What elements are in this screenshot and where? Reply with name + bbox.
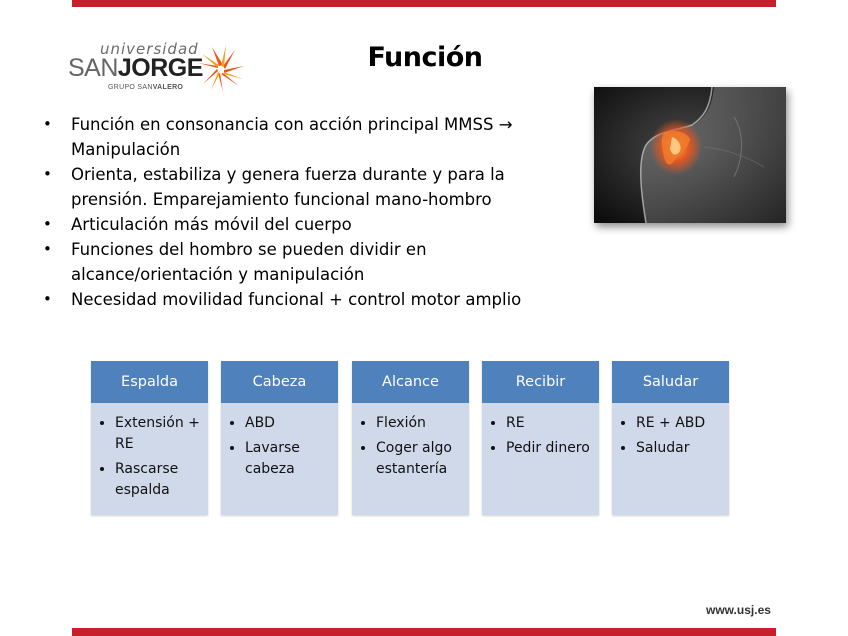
card-list (482, 403, 599, 459)
card-item: • Coger algo estantería (376, 438, 465, 480)
bullet-item: • Necesidad movilidad funcional + control motor amplio (40, 287, 560, 312)
card-item: • Lavarse cabeza (245, 438, 334, 480)
card-item: • RE (506, 413, 595, 434)
logo-starburst-icon (196, 44, 246, 94)
shoulder-anatomy-image (594, 87, 786, 223)
university-logo (66, 38, 256, 100)
bullet-item: • Orienta, estabiliza y genera fuerza durante y para la prensión. Emparejamiento funcional mano-hombro (40, 162, 560, 212)
footer-url: www.usj.es (706, 603, 771, 617)
card-list (612, 403, 729, 459)
card-espalda (91, 361, 208, 515)
top-accent-bar (72, 0, 776, 7)
card-item: • Rascarse espalda (115, 459, 204, 501)
card-list (352, 403, 469, 480)
card-cabeza (221, 361, 338, 515)
bullet-item: • Función en consonancia con acción principal MMSS → Manipulación (40, 112, 560, 162)
bullet-item: • Articulación más móvil del cuerpo (40, 212, 560, 237)
card-list (91, 403, 208, 501)
card-item: • ABD (245, 413, 334, 434)
card-saludar (612, 361, 729, 515)
function-cards (91, 361, 731, 515)
card-item: • Flexión (376, 413, 465, 434)
card-item: • Extensión + RE (115, 413, 204, 455)
card-item: • Pedir dinero (506, 438, 595, 459)
card-item: • Saludar (636, 438, 725, 459)
card-header: Alcance (352, 361, 469, 403)
card-item: • RE + ABD (636, 413, 725, 434)
card-header: Espalda (91, 361, 208, 403)
logo-sanjorge-text: SANJORGE (68, 54, 203, 82)
card-header: Recibir (482, 361, 599, 403)
card-header: Cabeza (221, 361, 338, 403)
bullet-item: • Funciones del hombro se pueden dividir en alcance/orientación y manipulación (40, 237, 560, 287)
bottom-accent-bar (72, 628, 776, 636)
logo-grupo-text: GRUPO SANVALERO (108, 84, 184, 91)
card-list (221, 403, 338, 480)
card-header: Saludar (612, 361, 729, 403)
card-alcance (352, 361, 469, 515)
card-recibir (482, 361, 599, 515)
logo-universidad-text: universidad (100, 40, 199, 58)
slide-title: Función (367, 42, 483, 73)
bullet-list (40, 112, 560, 312)
